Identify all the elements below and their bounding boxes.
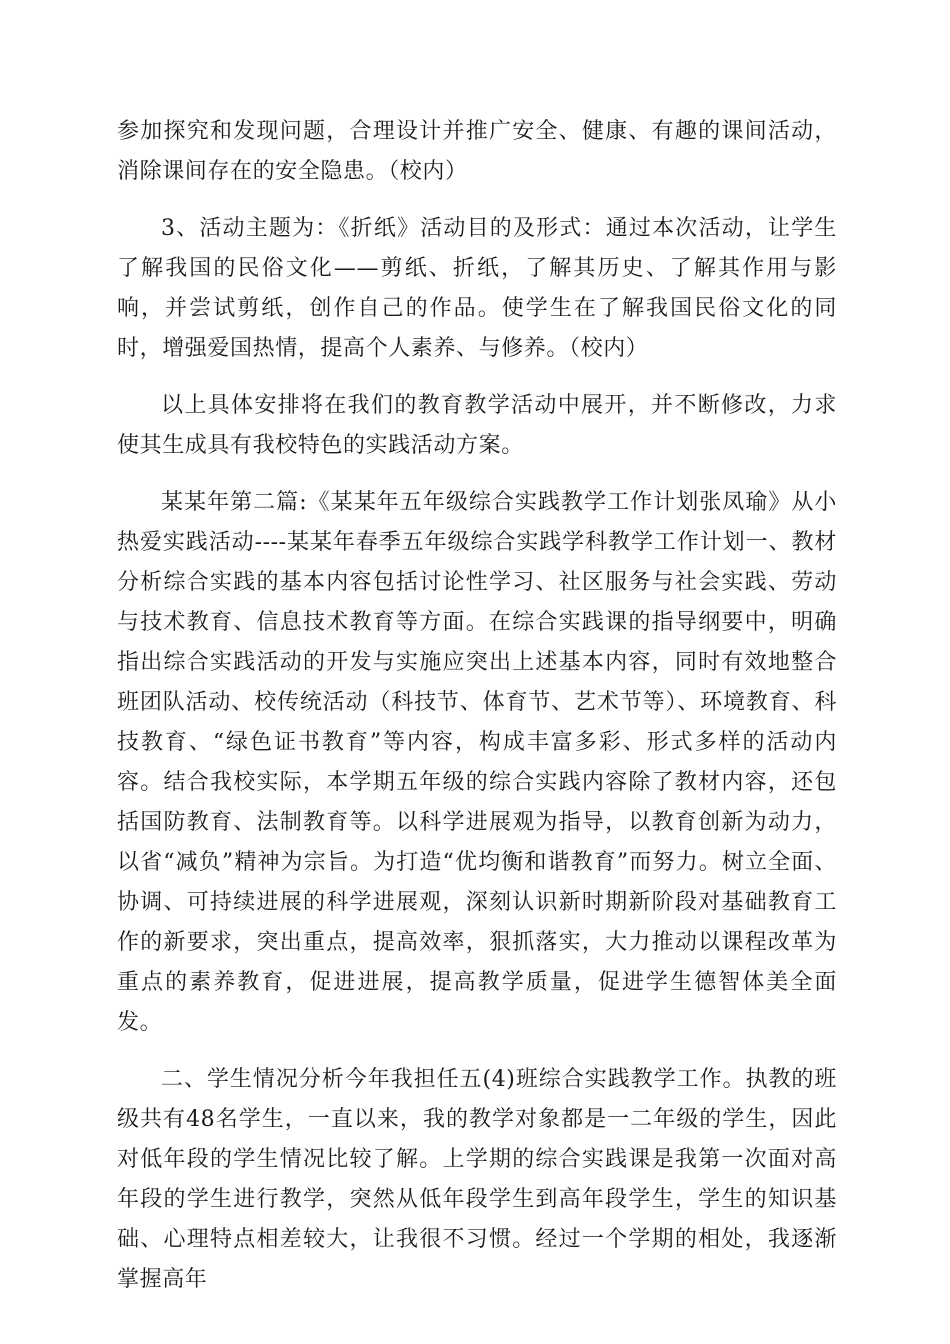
- paragraph-1: 参加探究和发现问题，合理设计并推广安全、健康、有趣的课间活动，消除课间存在的安全隐患。（校内）: [117, 119, 837, 184]
- paragraph-5: 二、学生情况分析今年我担任五(4)班综合实践教学工作。执教的班级共有48名学生，一直以来，我的教学对象都是一二年级的学生，因此对低年段的学生情况比较了解。上学期的综合实践课是我第一次面对高年段的学生进行教学，突然从低年段学生到高年段学生，学生的知识基础、心理特点相差较大，让我很不习惯。经过一个学期的相处，我逐渐掌握高年: [117, 1067, 837, 1292]
- document-body: [117, 112, 837, 1300]
- paragraph-3: 以上具体安排将在我们的教育教学活动中展开，并不断修改，力求使其生成具有我校特色的实践活动方案。: [117, 393, 837, 458]
- paragraph-4: 某某年第二篇:《某某年五年级综合实践教学工作计划张凤瑜》从小热爱实践活动----某某年春季五年级综合实践学科教学工作计划一、教材分析综合实践的基本内容包括讨论性学习、社区服务与社会实践、劳动与技术教育、信息技术教育等方面。在综合实践课的指导纲要中，明确指出综合实践活动的开发与实施应突出上述基本内容，同时有效地整合班团队活动、校传统活动（科技节、体育节、艺术节等）、环境教育、科技教育、“绿色证书教育”等内容，构成丰富多彩、形式多样的活动内容。结合我校实际，本学期五年级的综合实践内容除了教材内容，还包括国防教育、法制教育等。以科学进展观为指导，以教育创新为动力，以省“减负”精神为宗旨。为打造“优均衡和谐教育”而努力。树立全面、协调、可持续进展的科学进展观，深刻认识新时期新阶段对基础教育工作的新要求，突出重点，提高效率，狠抓落实，大力推动以课程改革为重点的素养教育，促进进展，提高教学质量，促进学生德智体美全面发。: [117, 490, 837, 1035]
- paragraph-2: 3、活动主题为：《折纸》活动目的及形式：通过本次活动，让学生了解我国的民俗文化——剪纸、折纸，了解其历史、了解其作用与影响，并尝试剪纸，创作自己的作品。使学生在了解我国民俗文化的同时，增强爱国热情，提高个人素养、与修养。（校内）: [117, 216, 837, 361]
